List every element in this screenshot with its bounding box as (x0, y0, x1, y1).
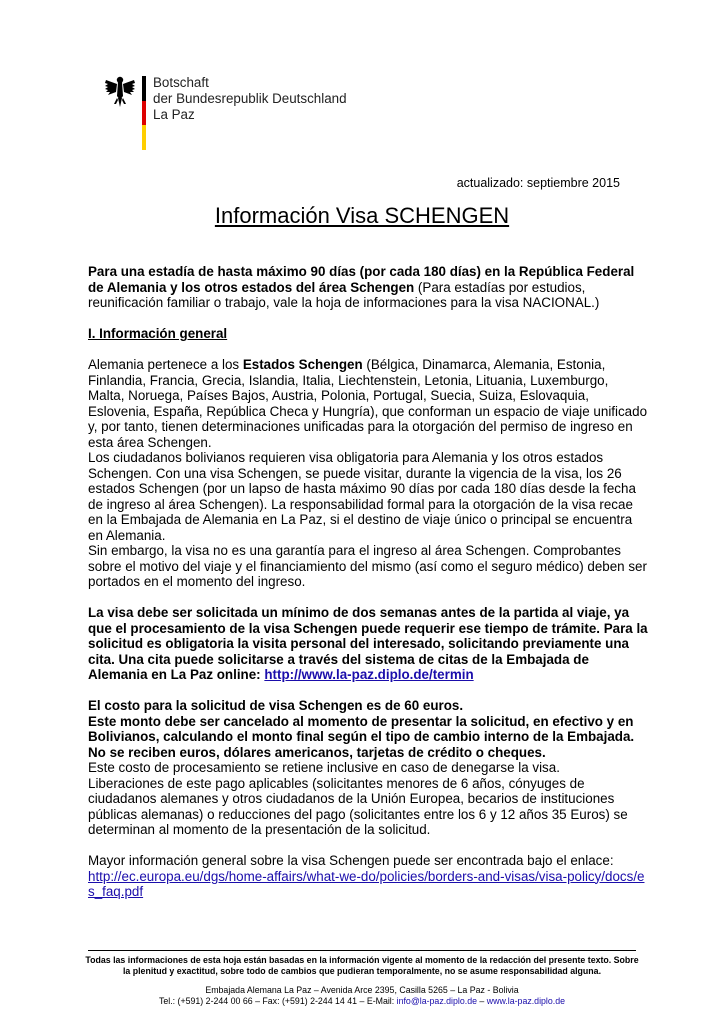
more-info-link[interactable]: http://ec.europa.eu/dgs/home-affairs/what-we-do/policies/borders-and-visas/visa-policy/docs/es_faq.pdf (88, 868, 645, 899)
email-link[interactable]: info@la-paz.diplo.de (396, 996, 477, 1006)
intro-bold: Para una estadía de hasta máximo 90 días (por cada 180 días) en la República Federal de Alemania y los otros estados del área Schengen (88, 264, 635, 295)
contact-line: Tel.: (+591) 2-244 00 66 – Fax: (+591) 2-244 14 41 – E-Mail: info@la-paz.diplo.de – www.la-paz.diplo.de (158, 996, 566, 1006)
intro-normal: (Para estadías por estudios, reunificación familiar o trabajo, vale la hoja de informaciones para la visa NACIONAL.) (88, 279, 600, 310)
general-paragraph-1: Alemania pertenece a los Estados Schengen (Bélgica, Dinamarca, Alemania, Estonia, Finlandia, Francia, Grecia, Islandia, Italia, Liechtenstein, Letonia, Lituania, Luxemburgo, Malta, Noruega, Países Bajos, Austria, Polonia, Portugal, Suecia, Suiza, Eslovaquia, Eslovenia, España, República Checa y Hungría), que conforman un espacio de viaje unificado y, por tanto, tienen determinaciones unificadas para la otorgación del permiso de ingreso en esta área Schengen. (88, 357, 648, 450)
appointment-paragraph: La visa debe ser solicitada un mínimo de dos semanas antes de la partida al viaje, ya que el procesamiento de la visa Schengen puede requerir ese tiempo de trámite. Para la solicitud es obligatoria la visita personal del interesado, solicitando previamente una cita. Una cita puede solicitarse a través del sistema de citas de la Embajada de Alemania en La Paz online: http://www.la-paz.diplo.de/termin (88, 605, 648, 682)
document-body (88, 264, 648, 900)
cost-line-4: Liberaciones de este pago aplicables (solicitantes menores de 6 años, cónyuges de ciudadanos alemanes y otros ciudadanos de la Unión Europea, becarios de instituciones públicas alemanas) o reducciones del pago (solicitantes entre los 6 y 12 años 35 Euros) se determinan al momento de la presentación de la solicitud. (88, 775, 628, 837)
flag-stripe (142, 76, 146, 150)
more-info-text: Mayor información general sobre la visa Schengen puede ser encontrada bajo el enlace: (88, 853, 614, 868)
page-title: Información Visa SCHENGEN (214, 203, 510, 228)
general-paragraph-2: Los ciudadanos bolivianos requieren visa obligatoria para Alemania y los otros estados Schengen. Con una visa Schengen, se puede visitar, durante la vigencia de la visa, los 26 estados Schengen (por un lapso de hasta máximo 90 días por cada 180 días desde la fecha de ingreso al área Schengen). La responsabilidad formal para la otorgación de la visa recae en la Embajada de Alemania en La Paz, si el destino de viaje único o principal se encuentra en Alemania. (88, 450, 636, 543)
org-line-1: Botschaft (153, 75, 209, 90)
embassy-name (153, 75, 347, 123)
footer-address (82, 985, 642, 1007)
cost-line-1: El costo para la solicitud de visa Schengen es de 60 euros. (88, 698, 464, 713)
intro-paragraph (88, 264, 648, 311)
org-line-3: La Paz (153, 107, 195, 122)
address-line: Embajada Alemana La Paz – Avenida Arce 2395, Casilla 5265 – La Paz - Bolivia (205, 985, 519, 995)
website-link[interactable]: www.la-paz.diplo.de (486, 996, 566, 1006)
disclaimer: Todas las informaciones de esta hoja están basadas en la información vigente al momento de la redacción del presente texto. Sobre la plenitud y exactitud, sobre todo de cambios que pudieran temporalmente, no se asume responsabilidad alguna. (85, 955, 639, 976)
org-line-2: der Bundesrepublik Deutschland (153, 91, 347, 106)
federal-eagle-icon (104, 74, 136, 110)
cost-line-2: Este monto debe ser cancelado al momento de presentar la solicitud, en efectivo y en Bolivianos, calculando el monto final según el tipo de cambio interno de la Embajada. No se reciben euros, dólares americanos, tarjetas de crédito o cheques. (88, 713, 635, 760)
more-info-link-wrap (88, 869, 648, 900)
general-paragraph-3: Sin embargo, la visa no es una garantía para el ingreso al área Schengen. Comprobantes sobre el motivo del viaje y el financiamiento del mismo (así como el seguro médico) deben ser portados en el momento del ingreso. (88, 543, 647, 589)
section-heading: I. Información general (88, 326, 228, 341)
updated-date: actualizado: septiembre 2015 (456, 176, 620, 190)
cost-line-3: Este costo de procesamiento se retiene inclusive en caso de denegarse la visa. (88, 760, 560, 775)
appointment-link[interactable]: http://www.la-paz.diplo.de/termin (264, 667, 474, 682)
footer-divider (88, 950, 636, 951)
